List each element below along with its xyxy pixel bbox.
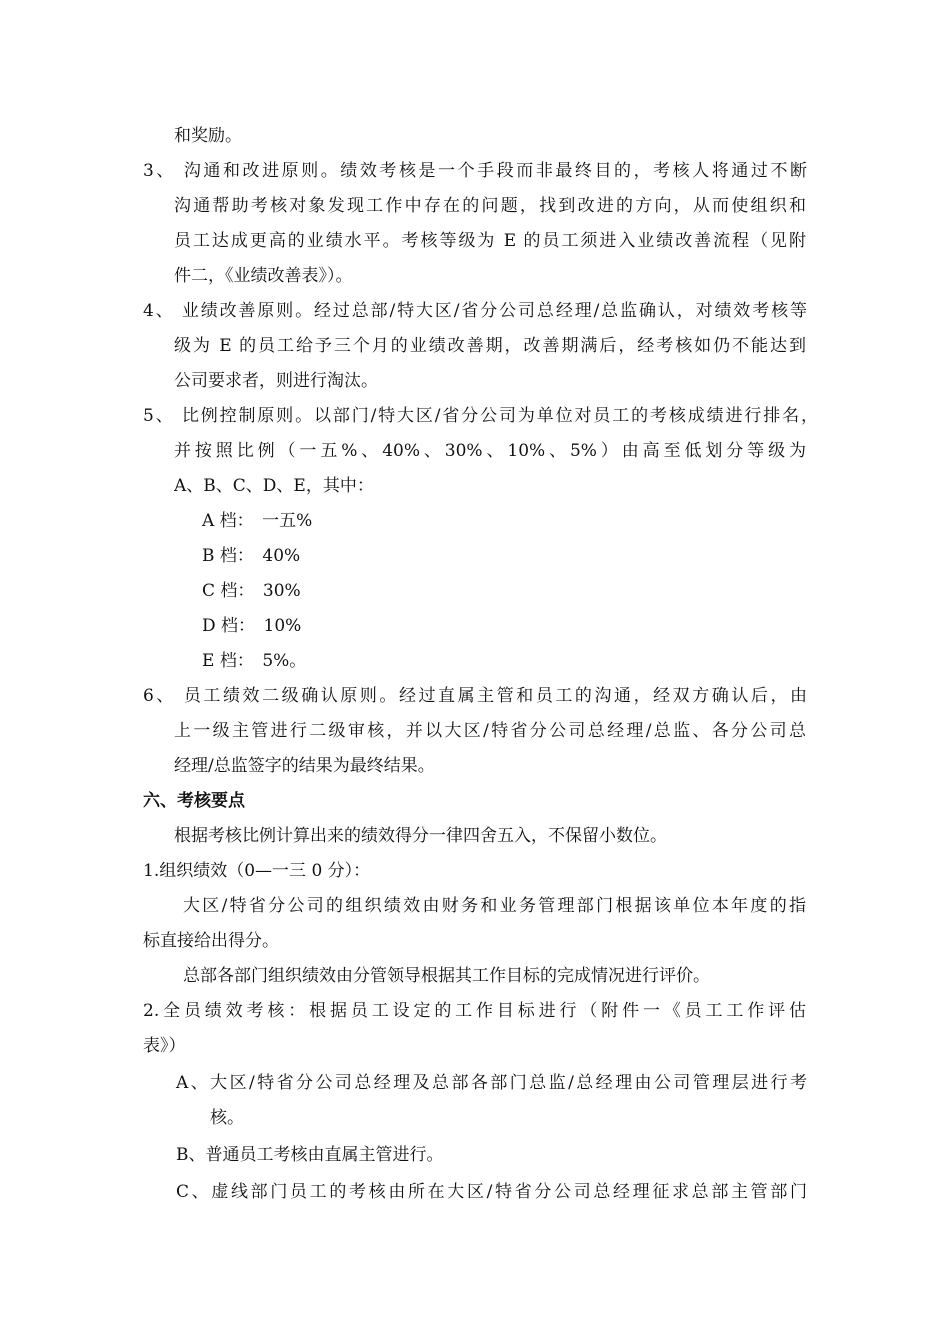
staff-evaluation-line-1: 2.全员绩效考核：根据员工设定的工作目标进行（附件一《员工工作评估 (143, 1001, 806, 1021)
principle-4-line-1: 4、 业绩改善原则。经过总部/特大区/省分公司总经理/总监确认，对绩效考核等 (143, 301, 807, 321)
principle-3-line-2: 沟通帮助考核对象发现工作中存在的问题，找到改进的方向，从而使组织和 (174, 196, 806, 216)
grade-d-line: D 档： 10% (202, 616, 302, 636)
rounding-rule-line: 根据考核比例计算出来的绩效得分一律四舍五入，不保留小数位。 (174, 826, 667, 846)
grade-e-line: E 档： 5%。 (202, 651, 307, 671)
item-a-line-1: A、大区/特省分公司总经理及总部各部门总监/总经理由公司管理层进行考 (176, 1073, 807, 1093)
org-performance-heading: 1.组织绩效（0—一三 0 分）： (143, 861, 371, 881)
org-performance-line-2: 标直接给出得分。 (143, 931, 279, 951)
grade-a-line: A 档： 一五% (202, 511, 313, 531)
text-line: 和奖励。 (174, 126, 242, 146)
principle-3-line-3: 员工达成更高的业绩水平。考核等级为 E 的员工须进入业绩改善流程（见附 (174, 231, 806, 251)
item-a-line-2: 核。 (210, 1108, 244, 1128)
staff-evaluation-line-2: 表》） (143, 1036, 186, 1056)
principle-3-line-1: 3、 沟通和改进原则。绩效考核是一个手段而非最终目的，考核人将通过不断 (143, 161, 807, 181)
principle-4-line-2: 级为 E 的员工给予三个月的业绩改善期，改善期满后，经考核如仍不能达到 (174, 336, 806, 356)
grade-b-line: B 档： 40% (202, 546, 301, 566)
principle-4-line-3: 公司要求者，则进行淘汰。 (174, 371, 378, 391)
grade-c-line: C 档： 30% (202, 581, 301, 601)
principle-6-line-1: 6、 员工绩效二级确认原则。经过直属主管和员工的沟通，经双方确认后，由 (143, 686, 807, 706)
principle-3-line-4: 件二，《业绩改善表》）。 (174, 266, 353, 286)
principle-5-line-2: 并按照比例（一五%、40%、30%、10%、5%）由高至低划分等级为 (174, 441, 806, 461)
org-performance-line-1: 大区/特省分公司的组织绩效由财务和业务管理部门根据该单位本年度的指 (183, 896, 806, 916)
section-heading: 六、考核要点 (143, 791, 245, 811)
principle-6-line-2: 上一级主管进行二级审核，并以大区/特省分公司总经理/总监、各分公司总 (174, 721, 806, 741)
principle-6-line-3: 经理/总监签字的结果为最终结果。 (174, 756, 435, 776)
item-b-line: B、普通员工考核由直属主管进行。 (176, 1145, 444, 1165)
org-performance-line-3: 总部各部门组织绩效由分管领导根据其工作目标的完成情况进行评价。 (183, 966, 710, 986)
principle-5-line-3: A、B、C、D、E，其中： (174, 476, 374, 496)
item-c-line: C、虚线部门员工的考核由所在大区/特省分公司总经理征求总部主管部门 (176, 1182, 807, 1202)
principle-5-line-1: 5、 比例控制原则。以部门/特大区/省分公司为单位对员工的考核成绩进行排名， (143, 406, 818, 426)
